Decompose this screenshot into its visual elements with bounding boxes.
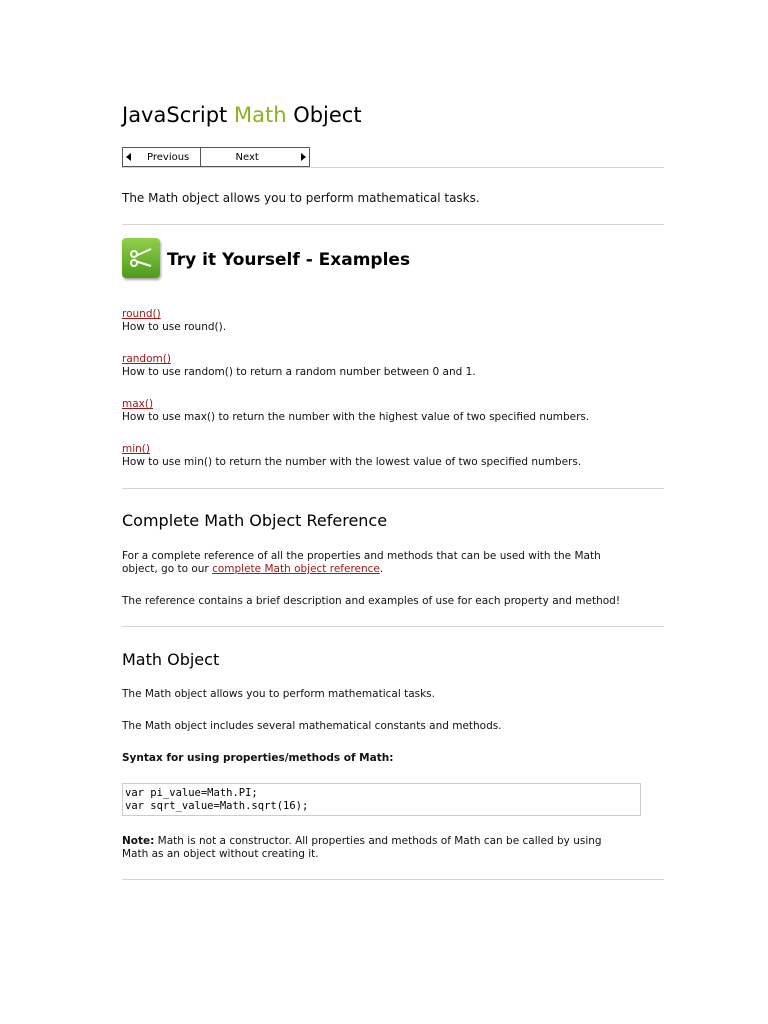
reference-description: The reference contains a brief description and examples of use for each property and method! [122,595,621,607]
divider [122,167,664,168]
title-accent: Math [233,103,287,127]
example-desc: How to use min() to return the number with the lowest value of two specified numbers. [122,456,582,468]
example-item [122,398,589,424]
math-object-heading: Math Object [122,650,220,669]
arrow-left-icon [126,153,131,161]
reference-text-line2 [122,563,664,576]
reference-text-after: . [379,563,384,575]
example-link-round[interactable]: round() [122,308,161,320]
try-it-heading: Try it Yourself - Examples [167,250,411,270]
math-object-text: The Math object includes several mathematical constants and methods. [122,720,502,732]
syntax-heading-text: Syntax for using properties/methods of Math: [122,752,394,764]
title-suffix: Object [293,103,362,127]
example-item [122,443,581,469]
code-line: var sqrt_value=Math.sqrt(16); [125,800,309,812]
note-paragraph [122,835,664,861]
title-prefix: JavaScript [122,103,228,127]
example-item [122,308,226,334]
reference-paragraph [122,550,664,576]
divider [122,488,664,489]
note-line2: Math as an object without creating it. [122,848,319,860]
complete-math-reference-link[interactable]: complete Math object reference [212,563,380,575]
next-button[interactable] [201,148,310,166]
example-desc: How to use round(). [122,321,227,333]
example-link-min[interactable]: min() [122,443,150,455]
arrow-right-icon [301,153,306,161]
page-title [122,103,362,127]
intro-text: The Math object allows you to perform mathematical tasks. [122,191,480,205]
note-text: Math is not a constructor. All properties and methods of Math can be called by using [154,835,602,847]
example-desc: How to use random() to return a random number between 0 and 1. [122,366,476,378]
divider [122,626,664,627]
previous-button[interactable] [123,148,201,166]
note-line1 [122,835,664,848]
reference-text-before: object, go to our [122,563,213,575]
prev-next-navigation [122,147,310,167]
code-example [122,783,641,816]
example-link-random[interactable]: random() [122,353,171,365]
math-object-text: The Math object allows you to perform mathematical tasks. [122,688,435,700]
divider [122,879,664,880]
scissors-icon [122,238,160,278]
next-label: Next [235,151,259,163]
divider [122,224,664,225]
example-item [122,353,476,379]
example-link-max[interactable]: max() [122,398,154,410]
example-desc: How to use max() to return the number with the highest value of two specified numbers. [122,411,590,423]
syntax-heading [122,752,393,765]
code-line: var pi_value=Math.PI; [125,787,258,799]
previous-label: Previous [147,151,190,163]
reference-text-line1: For a complete reference of all the properties and methods that can be used with the Math [122,550,601,562]
note-label: Note: [122,835,155,847]
reference-heading: Complete Math Object Reference [122,511,388,530]
